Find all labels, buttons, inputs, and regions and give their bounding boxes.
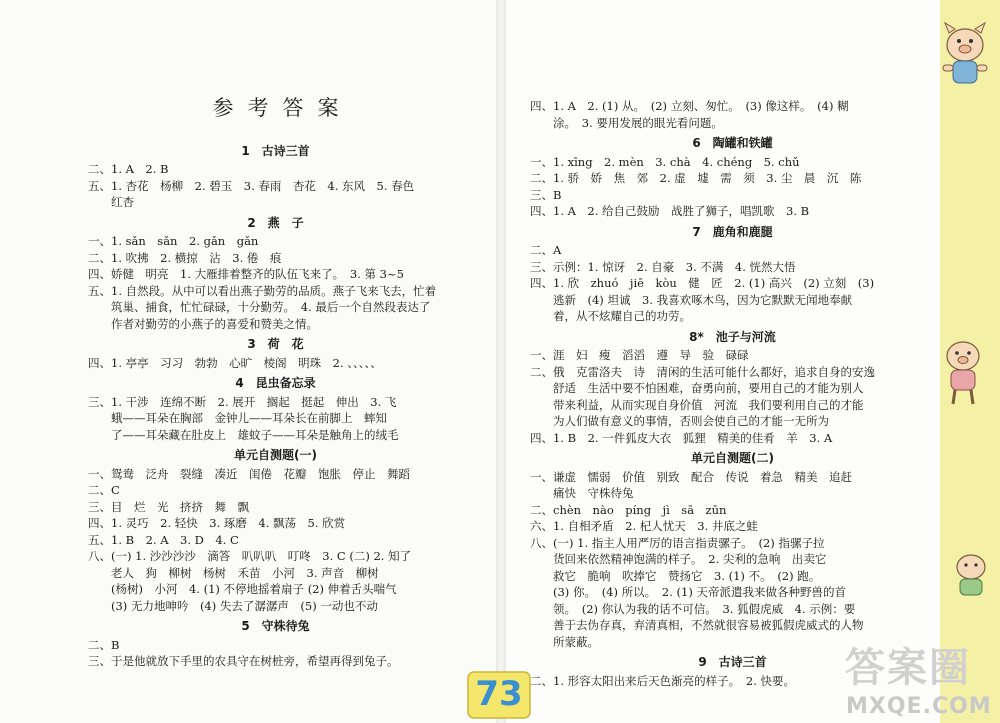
- answer-line: 三、目 烂 光 挤挤 舞 飘: [88, 499, 249, 514]
- answer-line: 逃新 (4) 坦诚 3. 我喜欢啄木鸟，因为它默默无闻地奉献: [530, 292, 853, 307]
- answer-line: 五、1. 自然段。从中可以看出燕子勤劳的品质。燕子飞来飞去，忙着: [88, 283, 437, 298]
- answer-line: 三、1. 干涉 连绵不断 2. 展开 搁起 挺起 伸出 3. 飞: [88, 394, 397, 409]
- answer-line: 二、C: [88, 483, 120, 497]
- answer-line: 三、示例：1. 惊讶 2. 自豪 3. 不满 4. 恍然大悟: [530, 259, 796, 274]
- answer-line: 为人们做有意义的事情，否则会使自己的才能一无所为: [530, 414, 829, 428]
- answer-line: 四、1. B 2. 一件狐皮大衣 狐狸 精美的佳肴 羊 3. A: [530, 430, 833, 445]
- answer-line: 一、1. xīng 2. mèn 3. chà 4. chéng 5. chǔ: [530, 154, 800, 169]
- answer-line: 五、1. B 2. A 3. D 4. C: [88, 532, 239, 547]
- answer-line: 涂。 3. 要用发展的眼光看问题。: [530, 115, 723, 130]
- section-heading: 单元自测题(二): [691, 451, 774, 465]
- answer-line: (3) 无力地呻吟 (4) 失去了潺潺声 (5) 一动也不动: [88, 598, 378, 613]
- left-column: [88, 96, 463, 670]
- answer-line: 四、1. A 2. 给自己鼓励 战胜了狮子，唱凯歌 3. B: [530, 204, 810, 218]
- answer-line: 所蒙蔽。: [530, 634, 599, 649]
- page-number: 73: [475, 674, 523, 714]
- answer-line: 四、娇健 明亮 1. 大雁排着整齐的队伍飞来了。 3. 第 3~5: [88, 267, 404, 281]
- answer-line: 二、俄 克雷洛夫 诗 清闲的生活可能什么都好，追求自身的安逸: [530, 364, 875, 379]
- answer-line: 三、B: [530, 187, 562, 202]
- answer-line: 八、(一) 1. 指主人用严厉的语言指责骡子。 (2) 指骡子拉: [530, 535, 825, 550]
- cartoon-pig-middle-icon: [933, 330, 995, 410]
- answer-line: 二、B: [88, 637, 120, 652]
- answer-line: 了——耳朵藏在肚皮上 雄蚊子——耳朵是触角上的绒毛: [88, 427, 399, 442]
- answer-line: 筑巢、捕食，忙忙碌碌，十分勤劳。 4. 最后一个自然段表达了: [88, 300, 431, 314]
- answer-line: 二、1. A 2. B: [88, 162, 169, 176]
- answer-line: 二、A: [530, 243, 562, 257]
- answer-line: 二、1. 吹拂 2. 横掠 沾 3. 倦 痕: [88, 250, 282, 265]
- answer-line: 善于去伪存真，弃清真相，不然就很容易被狐假虎威式的人物: [530, 618, 864, 632]
- answer-line: 四、1. 灵巧 2. 轻快 3. 琢磨 4. 飘荡 5. 欣赏: [88, 516, 346, 530]
- answer-line: 痛快 守株待兔: [530, 486, 634, 500]
- section-heading: 3 荷 花: [247, 337, 304, 351]
- answer-line: 六、1. 自相矛盾 2. 杞人忧天 3. 井底之蛙: [530, 519, 758, 533]
- section-heading: 9 古诗三首: [698, 655, 767, 669]
- answer-line: 红杏: [88, 195, 134, 209]
- answer-line: 一、涯 妇 瘦 滔滔 遵 导 验 碌碌: [530, 348, 749, 362]
- answer-line: 老人 狗 柳树 杨树 禾苗 小河 3. 声音 柳树: [88, 565, 379, 580]
- answer-line: 八、(一) 1. 沙沙沙沙 滴答 叭叭叭 叮咚 3. C (二) 2. 知了: [88, 549, 412, 563]
- answer-line: 蛾——耳朵在胸部 金钟儿——耳朵长在前脚上 蟀知: [88, 411, 387, 425]
- answer-line: 一、谦虚 懦弱 价值 别致 配合 传说 着急 精美 追赶: [530, 469, 852, 484]
- answer-line: 一、1. sǎn sǎn 2. gǎn gǎn: [88, 234, 259, 248]
- answer-line: 二、1. 骄 娇 焦 郊 2. 虚 墟 需 须 3. 尘 晨 沉 陈: [530, 171, 862, 185]
- answer-line: 四、1. A 2. (1) 从。 (2) 立刻、匆忙。 (3) 像这样。 (4) 糊: [530, 99, 849, 113]
- section-heading: 7 鹿角和鹿腿: [692, 224, 773, 239]
- section-heading: 5 守株待兔: [241, 619, 310, 633]
- answer-line: 四、1. 欣 zhuó jiē kòu 健 匠 2. (1) 高兴 (2) 立刻 (3): [530, 276, 875, 290]
- answer-line: (杨树) 小河 4. (1) 不停地摇着扇子 (2) 伸着舌头喘气: [88, 582, 397, 596]
- book-gutter: [496, 0, 506, 723]
- answer-line: 二、1. 形容太阳出来后天色渐亮的样子。 2. 快要。: [530, 673, 796, 688]
- answer-line: 三、于是他就放下手里的农具守在树桩旁，希望再得到兔子。: [88, 654, 399, 668]
- answer-line: (3) 你。 (4) 所以。 2. (1) 天帝派遣我来做各种野兽的首: [530, 585, 846, 599]
- section-heading: 单元自测题(一): [234, 448, 317, 462]
- section-heading: 2 燕 子: [247, 215, 304, 230]
- answer-line: 领。 (2) 你认为我的话不可信。 3. 狐假虎威 4. 示例：要: [530, 601, 856, 616]
- answer-line: 五、1. 杏花 杨柳 2. 碧玉 3. 春雨 杏花 4. 东风 5. 春色: [88, 178, 415, 193]
- section-heading: 1 古诗三首: [241, 143, 310, 158]
- cartoon-pig-top-icon: [935, 15, 997, 95]
- answer-line: 舒适 生活中要不怕困难，奋勇向前，要用自己的才能为别人: [530, 381, 864, 395]
- answer-line: 一、鸳鸯 泛舟 裂缝 凑近 闺倦 花瓣 饱胀 停止 舞蹈: [88, 466, 410, 481]
- answer-line: 带来利益，从而实现自身价值 河流 我们要利用自己的才能: [530, 397, 864, 412]
- section-heading: 4 昆虫备忘录: [235, 376, 316, 390]
- section-heading: 6 陶罐和铁罐: [692, 136, 773, 150]
- answer-line: 货回来依然精神饱满的样子。 2. 尖利的急响 出卖它: [530, 552, 827, 566]
- right-column: [530, 98, 935, 689]
- section-heading: 8* 池子与河流: [689, 329, 776, 344]
- answer-line: 作者对勤劳的小燕子的喜爱和赞美之情。: [88, 316, 318, 331]
- answer-line: 着，从不炫耀自己的功劳。: [530, 309, 691, 323]
- watermark-url: MXQE.COM: [846, 694, 992, 719]
- cartoon-pig-lower-icon: [946, 545, 996, 605]
- answer-line: 救它 脆响 吹捧它 赞扬它 3. (1) 不。 (2) 跑。: [530, 568, 821, 583]
- page-title: 参考答案: [212, 96, 353, 120]
- answer-line: 四、1. 亭亭 习习 勃勃 心旷 棱阁 明珠 2. 、、、、、: [88, 355, 382, 370]
- answer-line: 二、chèn nào píng jì sā zūn: [530, 502, 727, 517]
- watermark-title: 答案圈: [845, 645, 971, 691]
